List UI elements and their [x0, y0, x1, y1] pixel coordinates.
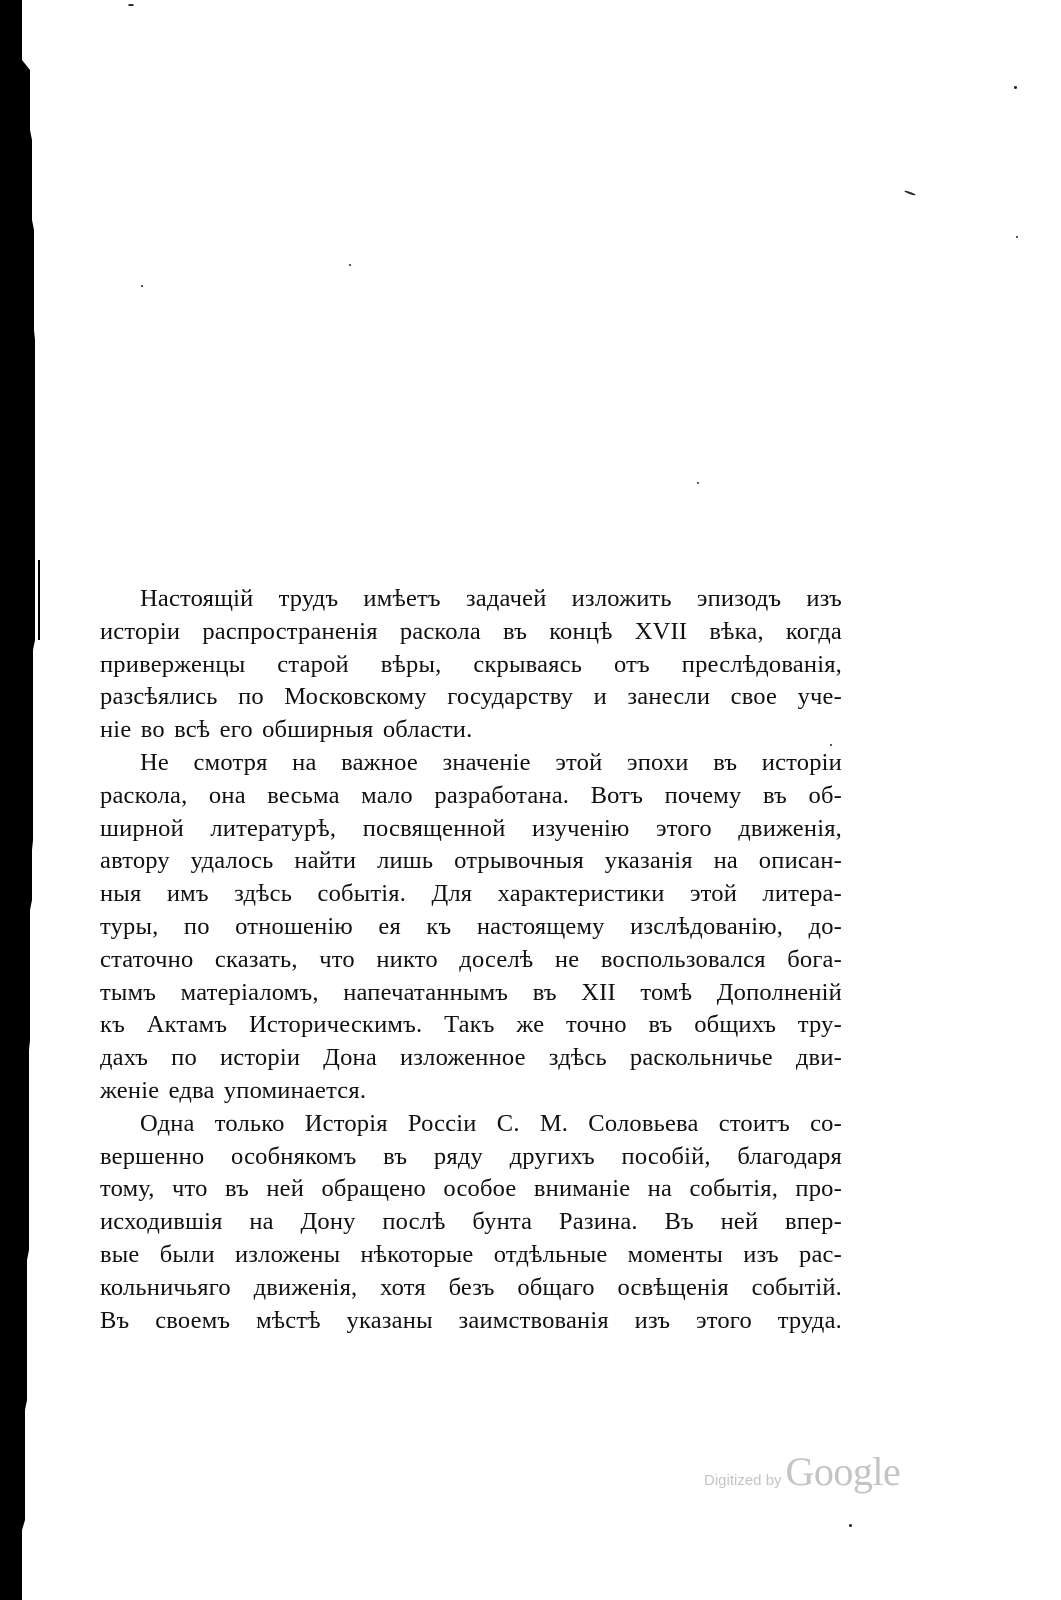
dust-speck — [141, 285, 143, 287]
paragraph-2 — [100, 747, 842, 1108]
text-line: женіе едва упоминается. — [100, 1076, 367, 1104]
page-spine-shadow — [0, 0, 44, 1600]
text-line: ширной литературѣ, посвященной изученію этого движенія, — [100, 814, 842, 842]
text-line: ніе во всѣ его обширныя области. — [100, 716, 473, 744]
text-line: вершенно особнякомъ въ ряду другихъ пособій, благодаря — [100, 1142, 842, 1170]
text-line: исходившія на Дону послѣ бунта Разина. Въ ней впер- — [100, 1208, 842, 1236]
text-line: разсѣялись по Московскому государству и занесли свое уче- — [100, 683, 842, 711]
text-line: Одна только Исторія Россіи С. М. Соловьева стоитъ со- — [140, 1109, 842, 1137]
text-line: Не смотря на важное значеніе этой эпохи въ исторіи — [140, 748, 842, 776]
text-line: кольничьяго движенія, хотя безъ общаго освѣщенія событій. — [100, 1273, 842, 1301]
text-line: раскола, она весьма мало разработана. Вотъ почему въ об- — [100, 781, 842, 809]
paragraph-1 — [100, 583, 842, 747]
text-line: статочно сказать, что никто доселѣ не воспользовался бога- — [100, 945, 842, 973]
dust-speck — [697, 482, 699, 484]
paragraph-3 — [100, 1108, 842, 1338]
dust-speck — [349, 264, 351, 266]
dust-speck — [904, 190, 916, 196]
text-line: исторіи распространенія раскола въ концѣ XVII вѣка, когда — [100, 617, 842, 645]
google-logo: Google — [785, 1449, 901, 1494]
text-line: къ Актамъ Историческимъ. Такъ же точно въ общихъ тру- — [100, 1011, 842, 1039]
text-line: автору удалось найти лишь отрывочныя указанія на описан- — [100, 847, 842, 875]
text-line: Настоящій трудъ имѣетъ задачей изложить эпизодъ изъ — [140, 585, 842, 612]
body-text — [100, 583, 842, 1337]
text-line: тому, что въ ней обращено особое вниманіе на событія, про- — [100, 1175, 842, 1203]
dust-speck — [1016, 236, 1018, 238]
text-line: дахъ по исторіи Дона изложенное здѣсь раскольничье дви- — [100, 1044, 842, 1072]
text-line: Въ своемъ мѣстѣ указаны заимствованія изъ этого труда. — [100, 1306, 842, 1334]
dust-speck — [128, 4, 134, 6]
digitized-by-google-watermark — [704, 1448, 900, 1494]
text-line: ныя имъ здѣсь событія. Для характеристики этой литера- — [100, 880, 842, 908]
text-line: тымъ матеріаломъ, напечатаннымъ въ XII томѣ Дополненій — [100, 978, 842, 1006]
text-line: приверженцы старой вѣры, скрываясь отъ преслѣдованія, — [100, 650, 842, 678]
watermark-prefix: Digitized by — [704, 1472, 782, 1489]
dust-speck — [849, 1524, 852, 1527]
text-line: вые были изложены нѣкоторые отдѣльные моменты изъ рас- — [100, 1240, 842, 1268]
text-line: туры, по отношенію ея къ настоящему изслѣдованію, до- — [100, 912, 842, 940]
dust-speck — [1014, 86, 1017, 89]
